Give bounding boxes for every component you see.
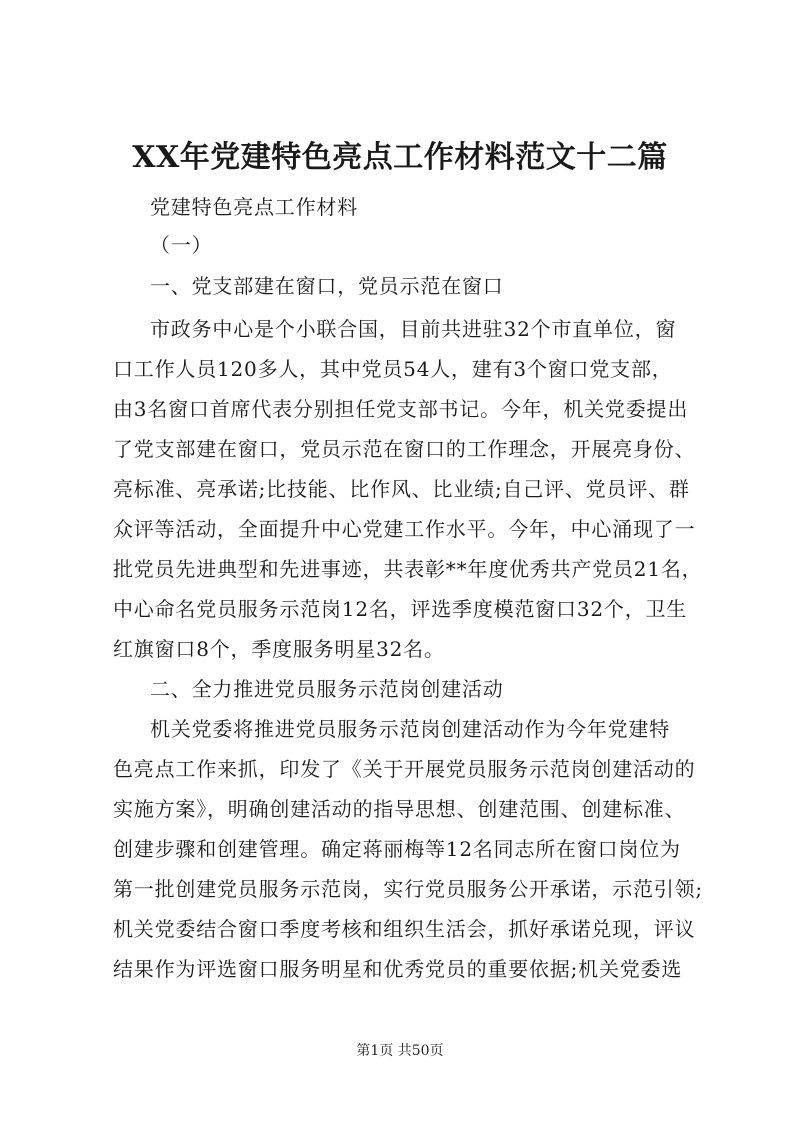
- page-footer: 第1页 共50页: [356, 1043, 444, 1059]
- paragraph-line: 中心命名党员服务示范岗12名，评选季度模范窗口32个，卫生: [113, 597, 688, 621]
- paragraph-line: 色亮点工作来抓，印发了《关于开展党员服务示范岗创建活动的: [113, 757, 696, 781]
- heading-2: 二、全力推进党员服务示范岗创建活动: [150, 677, 504, 701]
- paragraph-line: 机关党委将推进党员服务示范岗创建活动作为今年党建特: [150, 717, 670, 741]
- paragraph-line: 众评等活动，全面提升中心党建工作水平。今年，中心涌现了一: [113, 517, 696, 541]
- paragraph-line: 由3名窗口首席代表分别担任党支部书记。今年，机关党委提出: [113, 397, 689, 421]
- paragraph-line: 市政务中心是个小联合国，目前共进驻32个市直单位，窗: [150, 317, 677, 341]
- subtitle-line: 党建特色亮点工作材料: [150, 195, 358, 219]
- paragraph-line: 结果作为评选窗口服务明星和优秀党员的重要依据;机关党委选: [113, 957, 683, 981]
- paragraph-line: 口工作人员120多人，其中党员54人，建有3个窗口党支部，: [113, 357, 673, 381]
- paragraph-line: 了党支部建在窗口，党员示范在窗口的工作理念，开展亮身份、: [113, 437, 696, 461]
- paragraph-line: 创建步骤和创建管理。确定蒋丽梅等12名同志所在窗口岗位为: [113, 837, 681, 861]
- paragraph-line: 实施方案》，明确创建活动的指导思想、创建范围、创建标准、: [113, 797, 686, 821]
- section-number: （一）: [150, 233, 213, 257]
- paragraph-line: 第一批创建党员服务示范岗，实行党员服务公开承诺，示范引领;: [113, 877, 703, 901]
- paragraph-line: 红旗窗口8个，季度服务明星32名。: [113, 637, 445, 661]
- heading-1: 一、党支部建在窗口，党员示范在窗口: [150, 274, 504, 298]
- paragraph-line: 批党员先进典型和先进事迹，共表彰**年度优秀共产党员21名，: [113, 557, 703, 581]
- paragraph-line: 亮标准、亮承诺;比技能、比作风、比业绩;自己评、党员评、群: [113, 477, 690, 501]
- document-title: XX年党建特色亮点工作材料范文十二篇: [132, 140, 668, 175]
- paragraph-line: 机关党委结合窗口季度考核和组织生活会，抓好承诺兑现，评议: [113, 917, 696, 941]
